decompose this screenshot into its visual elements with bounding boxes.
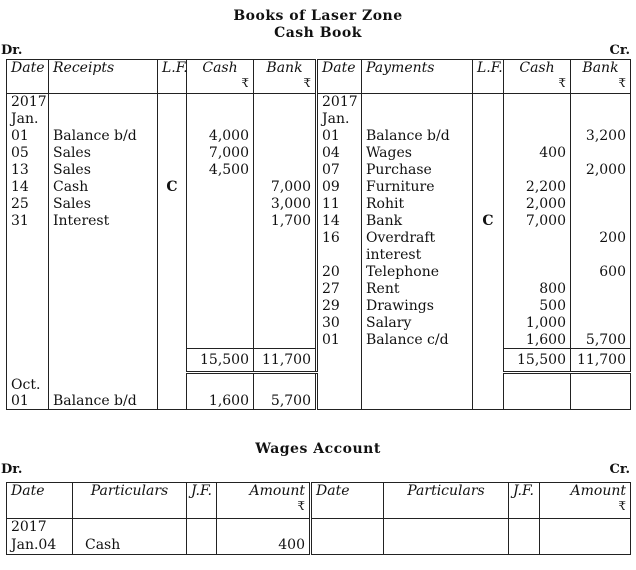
payment-particulars: Overdraft xyxy=(362,230,473,247)
header-lf-cr: L.F. xyxy=(473,60,504,94)
closing-balance-row xyxy=(7,393,631,410)
payment-cash: 400 xyxy=(504,145,571,162)
total-date-blank xyxy=(7,349,49,373)
receipt-lf: C xyxy=(158,179,187,196)
wages-jf-cr xyxy=(509,519,540,537)
payment-lf xyxy=(473,94,504,111)
wages-date: 2017 xyxy=(7,519,73,537)
cash-book-row xyxy=(7,332,631,349)
wages-header-date: Date xyxy=(7,483,73,519)
cash-book-row xyxy=(7,264,631,281)
receipt-lf xyxy=(158,315,187,332)
payment-particulars: Salary xyxy=(362,315,473,332)
wages-header-amount: Amount ₹ xyxy=(217,483,311,519)
receipt-lf xyxy=(158,230,187,247)
payment-lf xyxy=(473,315,504,332)
receipt-particulars xyxy=(49,315,158,332)
cash-book-row xyxy=(7,247,631,264)
closing-ppart xyxy=(362,393,473,410)
payment-lf xyxy=(473,111,504,128)
receipt-lf xyxy=(158,247,187,264)
payment-bank xyxy=(571,281,631,298)
closing-pbank xyxy=(571,393,631,410)
receipt-date: Jan. xyxy=(7,111,49,128)
payment-cash xyxy=(504,128,571,145)
payment-date: 20 xyxy=(317,264,362,281)
receipt-bank xyxy=(254,247,317,264)
payment-lf: C xyxy=(473,213,504,230)
total-receipt-bank: 11,700 xyxy=(254,349,317,373)
cash-book-row xyxy=(7,145,631,162)
header-receipts: Receipts xyxy=(49,60,158,94)
closing-ppart xyxy=(362,373,473,393)
receipt-particulars xyxy=(49,281,158,298)
payment-date: 16 xyxy=(317,230,362,247)
wages-date-cr xyxy=(311,519,384,537)
receipt-bank xyxy=(254,162,317,179)
closing-cash: 1,600 xyxy=(187,393,254,410)
payment-particulars xyxy=(362,94,473,111)
payment-lf xyxy=(473,281,504,298)
total-plf-blank xyxy=(473,349,504,373)
wages-debit-label: Dr. xyxy=(1,462,23,477)
payment-date: 11 xyxy=(317,196,362,213)
payment-bank: 3,200 xyxy=(571,128,631,145)
closing-bank xyxy=(254,373,317,393)
receipt-date: 01 xyxy=(7,128,49,145)
header-payments: Payments xyxy=(362,60,473,94)
receipt-cash: 7,000 xyxy=(187,145,254,162)
payment-cash: 7,000 xyxy=(504,213,571,230)
payment-particulars: Furniture xyxy=(362,179,473,196)
wages-account-title: Wages Account xyxy=(255,441,381,457)
debit-label: Dr. xyxy=(1,43,23,58)
receipt-date: 2017 xyxy=(7,94,49,111)
payment-date: 14 xyxy=(317,213,362,230)
payment-date: 01 xyxy=(317,332,362,349)
receipt-lf xyxy=(158,111,187,128)
wages-row xyxy=(7,537,631,555)
payment-date: 29 xyxy=(317,298,362,315)
wages-amount-cr xyxy=(540,537,631,555)
closing-pdate xyxy=(317,373,362,393)
receipt-date xyxy=(7,298,49,315)
cash-book-row xyxy=(7,111,631,128)
payment-date: 01 xyxy=(317,128,362,145)
receipt-date: 31 xyxy=(7,213,49,230)
receipt-date xyxy=(7,332,49,349)
wages-particulars-cr xyxy=(384,537,509,555)
wages-jf xyxy=(187,537,217,555)
closing-bank: 5,700 xyxy=(254,393,317,410)
wages-jf xyxy=(187,519,217,537)
receipt-bank xyxy=(254,281,317,298)
wages-particulars xyxy=(73,519,187,537)
total-lf-blank xyxy=(158,349,187,373)
payment-lf xyxy=(473,196,504,213)
receipt-particulars xyxy=(49,332,158,349)
payment-bank xyxy=(571,179,631,196)
payment-cash xyxy=(504,111,571,128)
payment-bank xyxy=(571,145,631,162)
cash-book-title: Cash Book xyxy=(274,25,362,41)
receipt-bank xyxy=(254,128,317,145)
payment-cash: 800 xyxy=(504,281,571,298)
payment-particulars: Balance c/d xyxy=(362,332,473,349)
payment-date xyxy=(317,247,362,264)
closing-lf xyxy=(158,373,187,393)
cash-book-row xyxy=(7,315,631,332)
payment-bank xyxy=(571,94,631,111)
payment-cash xyxy=(504,264,571,281)
payment-lf xyxy=(473,298,504,315)
payment-lf xyxy=(473,179,504,196)
receipt-particulars: Cash xyxy=(49,179,158,196)
payment-cash: 2,000 xyxy=(504,196,571,213)
payment-date: 07 xyxy=(317,162,362,179)
payment-cash: 500 xyxy=(504,298,571,315)
receipt-date xyxy=(7,264,49,281)
receipt-particulars: Sales xyxy=(49,162,158,179)
closing-lf xyxy=(158,393,187,410)
closing-pcash xyxy=(504,373,571,393)
header-date-cr: Date xyxy=(317,60,362,94)
cash-book-row xyxy=(7,281,631,298)
header-cash-cr: Cash ₹ xyxy=(504,60,571,94)
receipt-bank xyxy=(254,332,317,349)
receipt-lf xyxy=(158,213,187,230)
receipt-particulars xyxy=(49,298,158,315)
payment-particulars: Rent xyxy=(362,281,473,298)
receipt-bank xyxy=(254,315,317,332)
payment-particulars: Purchase xyxy=(362,162,473,179)
cash-book-row xyxy=(7,128,631,145)
closing-pbank xyxy=(571,373,631,393)
receipt-date xyxy=(7,281,49,298)
payment-date: 04 xyxy=(317,145,362,162)
wages-header-amount-cr: Amount ₹ xyxy=(540,483,631,519)
payment-date: 2017 xyxy=(317,94,362,111)
cash-book-row xyxy=(7,162,631,179)
receipt-date: 25 xyxy=(7,196,49,213)
payment-cash xyxy=(504,247,571,264)
payment-lf xyxy=(473,264,504,281)
receipt-particulars: Sales xyxy=(49,145,158,162)
cash-book-row xyxy=(7,179,631,196)
total-ppart-blank xyxy=(362,349,473,373)
receipt-lf xyxy=(158,145,187,162)
wages-particulars-cr xyxy=(384,519,509,537)
receipt-particulars xyxy=(49,230,158,247)
receipt-lf xyxy=(158,162,187,179)
receipt-particulars xyxy=(49,247,158,264)
receipt-cash xyxy=(187,315,254,332)
receipt-date: 05 xyxy=(7,145,49,162)
receipt-cash xyxy=(187,247,254,264)
receipt-bank: 3,000 xyxy=(270,195,311,212)
payment-bank: 2,000 xyxy=(571,162,631,179)
receipt-cash xyxy=(187,332,254,349)
payment-particulars: Drawings xyxy=(362,298,473,315)
receipt-lf xyxy=(158,264,187,281)
receipt-lf xyxy=(158,128,187,145)
receipt-cash xyxy=(187,196,254,213)
total-receipt-cash: 15,500 xyxy=(187,349,254,373)
receipt-particulars xyxy=(49,94,158,111)
receipt-lf xyxy=(158,298,187,315)
cash-book-totals-row xyxy=(7,349,631,373)
closing-pcash xyxy=(504,393,571,410)
cash-book-table xyxy=(6,59,631,410)
payment-particulars: Wages xyxy=(362,145,473,162)
receipt-cash xyxy=(187,213,254,230)
closing-date: Oct. xyxy=(7,373,49,393)
wages-date-cr xyxy=(311,537,384,555)
closing-plf xyxy=(473,393,504,410)
payment-particulars xyxy=(362,111,473,128)
payment-bank xyxy=(571,196,631,213)
receipt-bank: 7,000 xyxy=(270,178,311,195)
wages-account-table xyxy=(6,482,631,555)
wages-amount xyxy=(217,519,311,537)
payment-bank xyxy=(571,247,631,264)
payment-bank xyxy=(571,298,631,315)
closing-balance-row xyxy=(7,373,631,393)
payment-bank: 5,700 xyxy=(571,332,631,349)
receipt-cash xyxy=(187,94,254,111)
closing-pdate xyxy=(317,393,362,410)
wages-header-date-cr: Date xyxy=(311,483,384,519)
receipt-bank: 1,700 xyxy=(270,212,311,229)
cash-book-row xyxy=(7,213,631,230)
receipt-date xyxy=(7,247,49,264)
payment-cash: 1,000 xyxy=(504,315,571,332)
payment-particulars: interest xyxy=(362,247,473,264)
cash-book-row xyxy=(7,94,631,111)
payment-lf xyxy=(473,230,504,247)
receipt-date: 14 xyxy=(7,179,49,196)
receipt-particulars: Balance b/d xyxy=(49,128,158,145)
payment-cash xyxy=(504,230,571,247)
receipt-bank xyxy=(254,298,317,315)
payment-particulars: Rohit xyxy=(362,196,473,213)
header-cash: Cash ₹ xyxy=(187,60,254,94)
wages-header-jf: J.F. xyxy=(187,483,217,519)
wages-jf-cr xyxy=(509,537,540,555)
payment-particulars: Telephone xyxy=(362,264,473,281)
total-part-blank xyxy=(49,349,158,373)
receipt-cash xyxy=(187,264,254,281)
payment-bank xyxy=(571,315,631,332)
receipt-cash xyxy=(187,281,254,298)
cash-book-row xyxy=(7,196,631,213)
payment-bank xyxy=(571,111,631,128)
receipt-lf xyxy=(158,332,187,349)
payment-date: 09 xyxy=(317,179,362,196)
total-payment-bank: 11,700 xyxy=(571,349,631,373)
receipt-date: 13 xyxy=(7,162,49,179)
payment-date: Jan. xyxy=(317,111,362,128)
payment-cash xyxy=(504,162,571,179)
wages-amount-cr xyxy=(540,519,631,537)
header-lf: L.F. xyxy=(158,60,187,94)
payment-lf xyxy=(473,332,504,349)
receipt-bank xyxy=(254,230,317,247)
receipt-particulars: Interest xyxy=(49,213,158,230)
total-payment-cash: 15,500 xyxy=(504,349,571,373)
receipt-cash xyxy=(187,230,254,247)
wages-row xyxy=(7,519,631,537)
receipt-bank xyxy=(254,145,317,162)
wages-credit-label: Cr. xyxy=(609,462,630,477)
cash-book-row xyxy=(7,298,631,315)
receipt-lf xyxy=(158,94,187,111)
payment-date: 30 xyxy=(317,315,362,332)
closing-date: 01 xyxy=(7,393,49,410)
receipt-lf xyxy=(158,281,187,298)
closing-particulars xyxy=(49,373,158,393)
wages-date: Jan.04 xyxy=(7,537,73,555)
payment-lf xyxy=(473,128,504,145)
closing-cash xyxy=(187,373,254,393)
receipt-particulars xyxy=(49,264,158,281)
receipt-cash xyxy=(187,179,254,196)
receipt-lf xyxy=(158,196,187,213)
total-pdate-blank xyxy=(317,349,362,373)
wages-header-particulars-cr: Particulars xyxy=(384,483,509,519)
receipt-date xyxy=(7,315,49,332)
payment-bank xyxy=(571,213,631,230)
payment-bank: 600 xyxy=(571,264,631,281)
receipt-cash xyxy=(187,111,254,128)
header-bank: Bank ₹ xyxy=(254,60,317,94)
book-title: Books of Laser Zone xyxy=(233,8,403,24)
receipt-cash: 4,000 xyxy=(187,128,254,145)
wages-header-jf-cr: J.F. xyxy=(509,483,540,519)
wages-particulars: Cash xyxy=(73,537,187,555)
receipt-bank xyxy=(254,94,317,111)
receipt-particulars: Sales xyxy=(49,196,158,213)
payment-date: 27 xyxy=(317,281,362,298)
header-bank-cr: Bank ₹ xyxy=(571,60,631,94)
payment-lf xyxy=(473,247,504,264)
receipt-particulars xyxy=(49,111,158,128)
cash-book-row xyxy=(7,230,631,247)
payment-cash: 2,200 xyxy=(504,179,571,196)
receipt-cash xyxy=(187,298,254,315)
header-date: Date xyxy=(7,60,49,94)
receipt-cash: 4,500 xyxy=(187,162,254,179)
payment-cash: 1,600 xyxy=(504,332,571,349)
payment-bank: 200 xyxy=(571,230,631,247)
credit-label: Cr. xyxy=(609,43,630,58)
payment-cash xyxy=(504,94,571,111)
wages-header-particulars: Particulars xyxy=(73,483,187,519)
closing-particulars: Balance b/d xyxy=(49,393,158,410)
payment-lf xyxy=(473,162,504,179)
wages-amount: 400 xyxy=(217,537,311,555)
receipt-bank xyxy=(254,111,317,128)
receipt-bank xyxy=(254,264,317,281)
closing-plf xyxy=(473,373,504,393)
receipt-date xyxy=(7,230,49,247)
payment-particulars: Bank xyxy=(362,213,473,230)
payment-particulars: Balance b/d xyxy=(362,128,473,145)
payment-lf xyxy=(473,145,504,162)
